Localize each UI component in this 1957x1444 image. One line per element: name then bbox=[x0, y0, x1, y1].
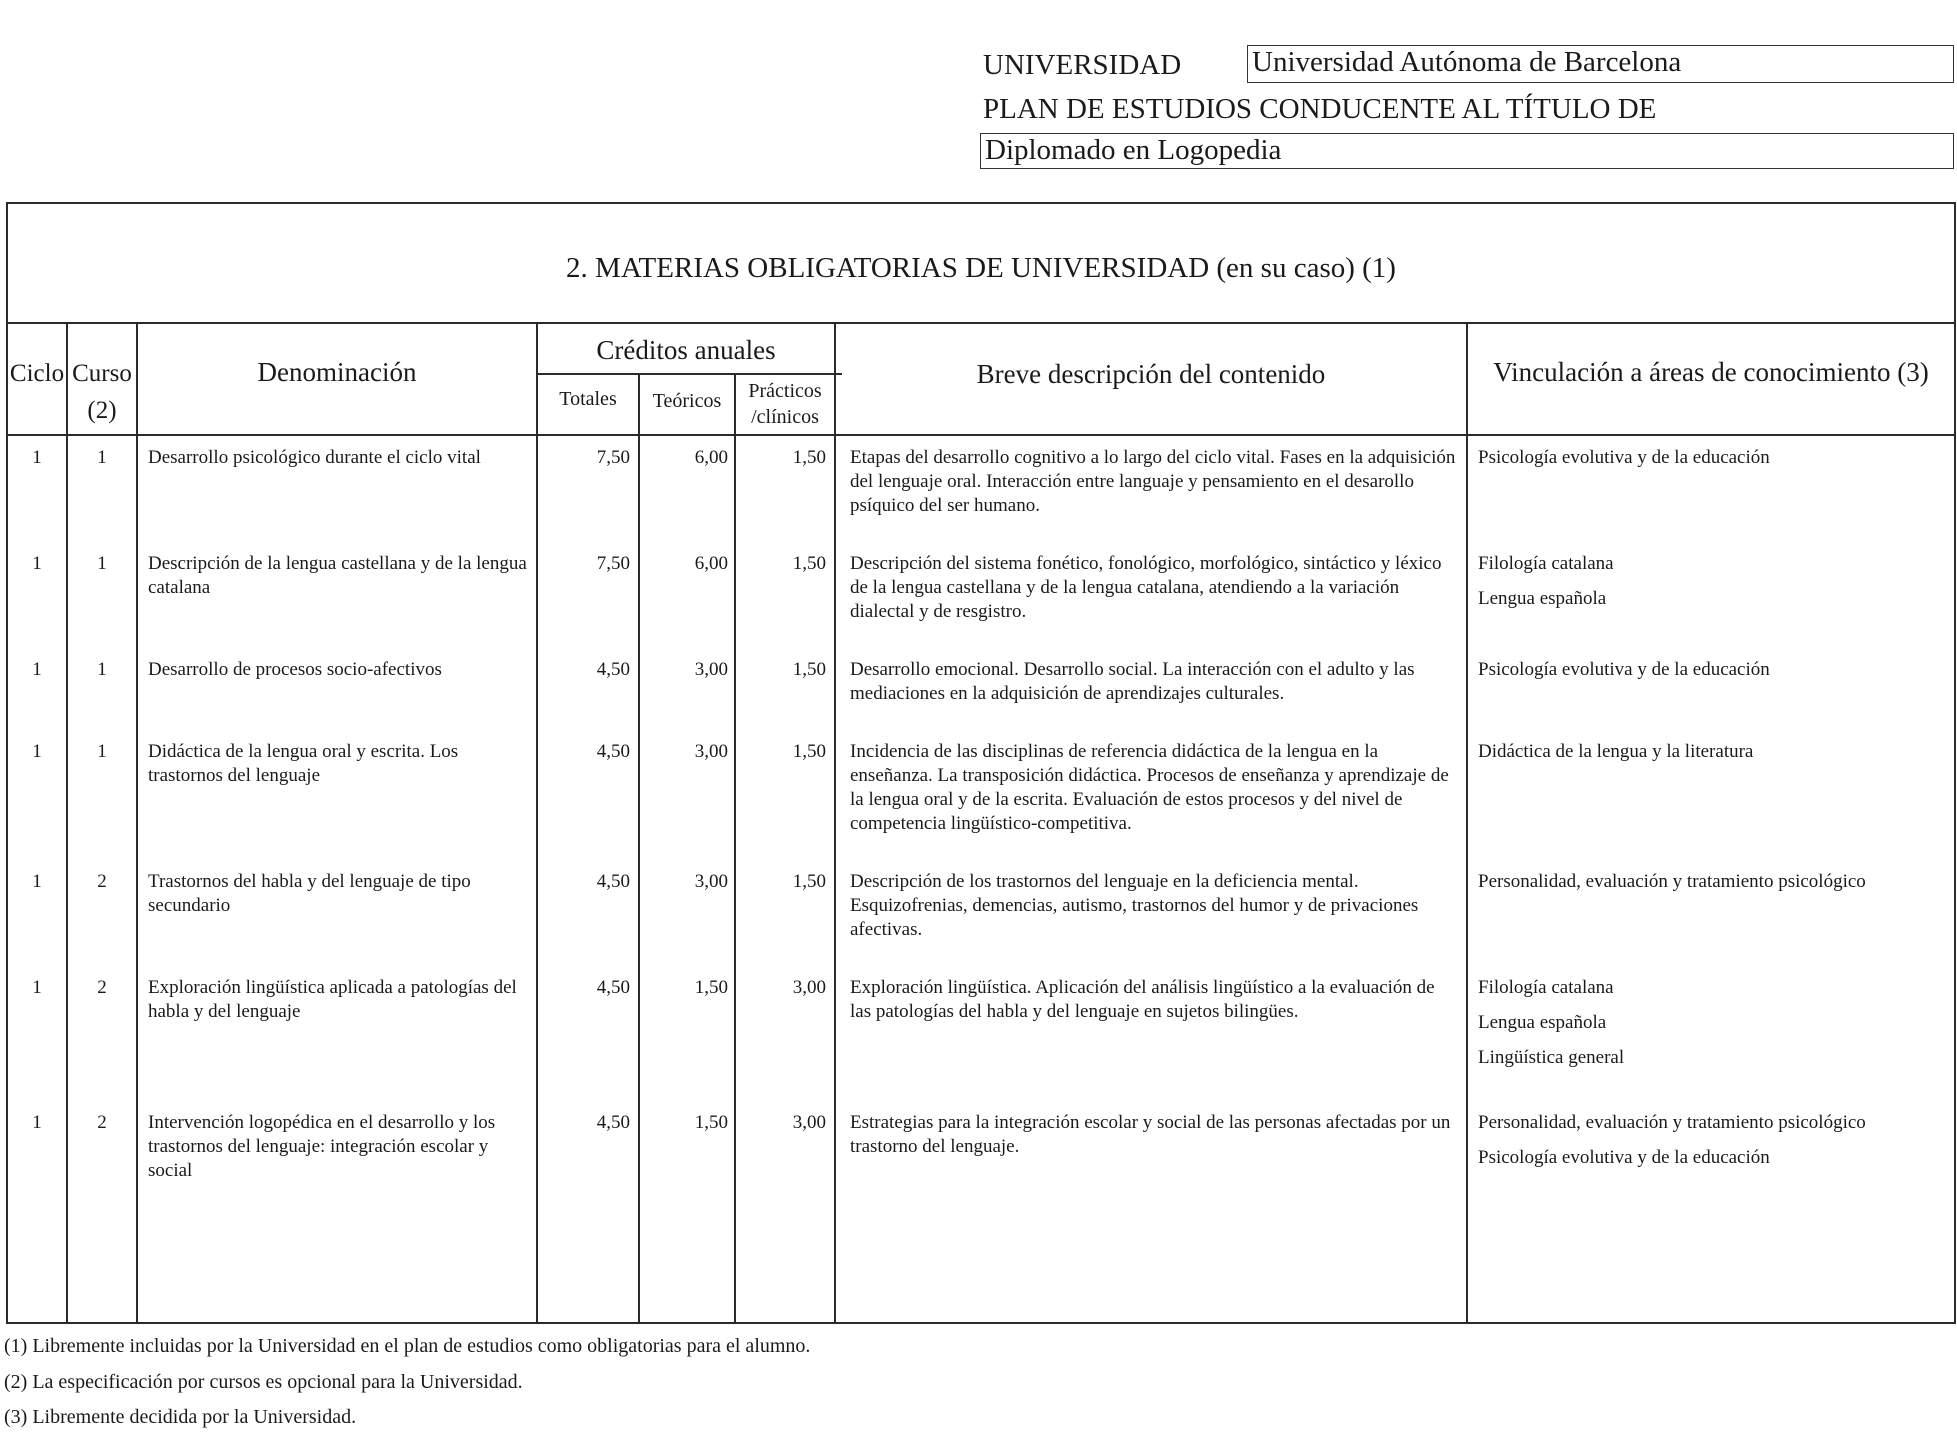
cell-descripcion: Desarrollo emocional. Desarrollo social. La interacción con el adulto y las mediaciones en la adquisición de aprendizajes culturales. bbox=[850, 659, 1415, 704]
col-practicos: Prácticos bbox=[748, 380, 822, 402]
cell-descripcion: Incidencia de las disciplinas de referencia didáctica de la lengua en la enseñanza. La transposición didáctica. Procesos de enseñanza y aprendizaje de la lengua oral y de la escrita. Evaluación de estos procesos y del nivel de competencia lingüístico-competitiva. bbox=[850, 741, 1449, 834]
cell-denominacion: Desarrollo de procesos socio-afectivos bbox=[148, 659, 442, 680]
cell-ciclo: 1 bbox=[32, 977, 42, 998]
cell-ciclo: 1 bbox=[32, 659, 42, 680]
cell-totales: 4,50 bbox=[596, 741, 630, 762]
area-item: Psicología evolutiva y de la educación bbox=[1478, 447, 1770, 468]
area-item: Filología catalana bbox=[1478, 977, 1614, 998]
cell-practicos: 1,50 bbox=[792, 741, 826, 762]
footnote-1: (1) Libremente incluidas por la Universidad en el plan de estudios como obligatorias para el alumno. bbox=[4, 1335, 811, 1357]
cell-totales: 7,50 bbox=[596, 447, 630, 468]
col-denominacion: Denominación bbox=[257, 357, 417, 387]
materias-table bbox=[6, 202, 1956, 1324]
cell-descripcion: Exploración lingüística. Aplicación del análisis lingüístico a la evaluación de las patologías del habla y del lenguaje en sujetos bilingües. bbox=[850, 977, 1435, 1022]
area-item: Lingüística general bbox=[1478, 1046, 1625, 1068]
col-teoricos: Teóricos bbox=[652, 390, 722, 412]
area-item: Didáctica de la lengua y la literatura bbox=[1478, 741, 1754, 762]
col-curso-note: (2) bbox=[87, 397, 117, 424]
cell-totales: 4,50 bbox=[596, 1112, 630, 1133]
cell-curso: 2 bbox=[97, 1112, 107, 1133]
area-item: Lengua española bbox=[1478, 587, 1607, 609]
cell-vinculacion bbox=[1478, 446, 1948, 481]
col-curso: Curso bbox=[72, 360, 132, 387]
cell-teoricos: 3,00 bbox=[694, 871, 728, 892]
cell-curso: 1 bbox=[97, 447, 107, 468]
col-descripcion: Breve descripción del contenido bbox=[976, 359, 1326, 389]
col-vinculacion: Vinculación a áreas de conocimiento (3) bbox=[1493, 357, 1929, 387]
cell-denominacion: Exploración lingüística aplicada a patologías del habla y del lenguaje bbox=[148, 977, 517, 1022]
cell-descripcion: Estrategias para la integración escolar y social de las personas afectadas por un trastorno del lenguaje. bbox=[850, 1112, 1451, 1157]
cell-ciclo: 1 bbox=[32, 871, 42, 892]
cell-curso: 1 bbox=[97, 741, 107, 762]
titulo-field: Diplomado en Logopedia bbox=[980, 133, 1954, 169]
area-item: Personalidad, evaluación y tratamiento psicológico bbox=[1478, 871, 1866, 892]
cell-vinculacion bbox=[1478, 740, 1948, 775]
cell-teoricos: 3,00 bbox=[694, 741, 728, 762]
cell-practicos: 1,50 bbox=[792, 447, 826, 468]
cell-curso: 2 bbox=[97, 871, 107, 892]
area-item: Lengua española bbox=[1478, 1011, 1607, 1033]
cell-denominacion: Desarrollo psicológico durante el ciclo vital bbox=[148, 447, 481, 468]
cell-curso: 1 bbox=[97, 659, 107, 680]
footnote-2: (2) La especificación por cursos es opcional para la Universidad. bbox=[4, 1371, 523, 1393]
area-item: Psicología evolutiva y de la educación bbox=[1478, 1146, 1770, 1168]
cell-totales: 4,50 bbox=[596, 977, 630, 998]
cell-teoricos: 6,00 bbox=[694, 447, 728, 468]
col-creditos-anuales: Créditos anuales bbox=[596, 335, 776, 365]
cell-vinculacion bbox=[1478, 552, 1948, 622]
cell-vinculacion bbox=[1478, 976, 1948, 1081]
cell-ciclo: 1 bbox=[32, 741, 42, 762]
cell-totales: 7,50 bbox=[596, 553, 630, 574]
cell-vinculacion bbox=[1478, 870, 1948, 905]
cell-descripcion: Descripción de los trastornos del lenguaje en la deficiencia mental. Esquizofrenias, demencias, autismo, trastornos del humor y de privaciones afectivas. bbox=[850, 871, 1419, 940]
cell-denominacion: Didáctica de la lengua oral y escrita. Los trastornos del lenguaje bbox=[148, 741, 459, 786]
cell-practicos: 1,50 bbox=[792, 553, 826, 574]
col-totales: Totales bbox=[559, 388, 617, 410]
col-ciclo: Ciclo bbox=[9, 360, 65, 387]
cell-ciclo: 1 bbox=[32, 1112, 42, 1133]
plan-label: PLAN DE ESTUDIOS CONDUCENTE AL TÍTULO DE bbox=[983, 93, 1657, 125]
cell-practicos: 1,50 bbox=[792, 871, 826, 892]
footnote-3: (3) Libremente decidida por la Universidad. bbox=[4, 1406, 357, 1428]
cell-teoricos: 1,50 bbox=[694, 1112, 728, 1133]
cell-descripcion: Etapas del desarrollo cognitivo a lo largo del ciclo vital. Fases en la adquisición del lenguaje oral. Interacción entre languaje y pensamiento en el desarollo psíquico del ser humano. bbox=[850, 447, 1456, 516]
area-item: Psicología evolutiva y de la educación bbox=[1478, 659, 1770, 680]
section-title: 2. MATERIAS OBLIGATORIAS DE UNIVERSIDAD (en su caso) (1) bbox=[566, 252, 1396, 284]
cell-descripcion: Descripción del sistema fonético, fonológico, morfológico, sintáctico y léxico de la lengua castellana y de la lengua catalana, atendiendo a la variación dialectal y de resgistro. bbox=[850, 553, 1442, 622]
cell-denominacion: Descripción de la lengua castellana y de la lengua catalana bbox=[148, 553, 527, 598]
cell-totales: 4,50 bbox=[596, 871, 630, 892]
cell-denominacion: Trastornos del habla y del lenguaje de tipo secundario bbox=[148, 871, 471, 916]
cell-practicos: 1,50 bbox=[792, 659, 826, 680]
cell-practicos: 3,00 bbox=[792, 1112, 826, 1133]
cell-curso: 2 bbox=[97, 977, 107, 998]
cell-teoricos: 3,00 bbox=[694, 659, 728, 680]
cell-ciclo: 1 bbox=[32, 553, 42, 574]
universidad-field: Universidad Autónoma de Barcelona bbox=[1247, 45, 1954, 83]
col-clinicos: /clínicos bbox=[751, 406, 819, 428]
cell-totales: 4,50 bbox=[596, 659, 630, 680]
area-item: Filología catalana bbox=[1478, 553, 1614, 574]
cell-practicos: 3,00 bbox=[792, 977, 826, 998]
cell-vinculacion bbox=[1478, 658, 1948, 693]
area-item: Personalidad, evaluación y tratamiento psicológico bbox=[1478, 1112, 1866, 1133]
universidad-label: UNIVERSIDAD bbox=[983, 49, 1182, 81]
cell-ciclo: 1 bbox=[32, 447, 42, 468]
cell-curso: 1 bbox=[97, 553, 107, 574]
cell-denominacion: Intervención logopédica en el desarrollo y los trastornos del lenguaje: integración escolar y social bbox=[148, 1112, 496, 1181]
cell-teoricos: 6,00 bbox=[694, 553, 728, 574]
cell-teoricos: 1,50 bbox=[694, 977, 728, 998]
cell-vinculacion bbox=[1478, 1111, 1948, 1181]
